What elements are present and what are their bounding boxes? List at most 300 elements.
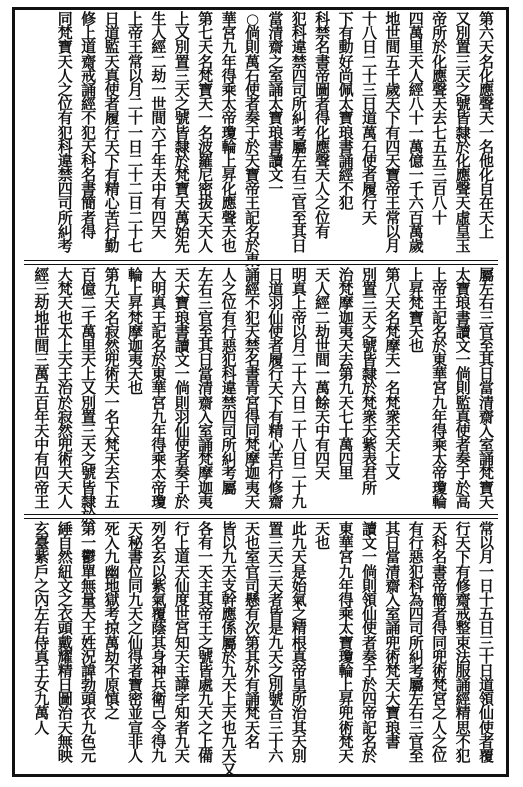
glyph: 者 xyxy=(268,590,284,609)
glyph: 東 xyxy=(432,351,448,370)
glyph: 日 xyxy=(385,534,401,553)
glyph: 又 xyxy=(385,464,401,483)
glyph: 一 xyxy=(198,548,214,567)
glyph: 日 xyxy=(361,38,377,57)
glyph: 紫 xyxy=(34,548,50,567)
glyph: 九 xyxy=(221,548,237,567)
glyph: 之 xyxy=(57,590,73,609)
glyph: 原 xyxy=(104,676,120,695)
glyph: 第 xyxy=(198,10,214,28)
glyph: 名 xyxy=(478,137,494,156)
glyph: 九 xyxy=(221,661,237,680)
glyph: 皆 xyxy=(361,351,377,370)
glyph: 天 xyxy=(315,464,331,483)
glyph: 一 xyxy=(174,365,190,384)
glyph: 書 xyxy=(338,137,354,156)
glyph: 違 xyxy=(221,379,237,398)
glyph: 書 xyxy=(81,180,97,199)
glyph: 文 xyxy=(268,166,284,185)
glyph: 有 xyxy=(338,24,354,43)
glyph: 應 xyxy=(221,194,237,213)
glyph: 有 xyxy=(34,450,50,469)
glyph: 清 xyxy=(268,24,284,43)
glyph: 衆 xyxy=(361,407,377,426)
glyph: 者 xyxy=(81,208,97,227)
glyph: 仙 xyxy=(361,605,377,624)
glyph: 一 xyxy=(81,534,97,553)
glyph: 寂 xyxy=(104,322,120,341)
glyph: 天 xyxy=(198,704,214,723)
glyph: 元 xyxy=(81,747,97,765)
glyph: 下 xyxy=(104,478,120,497)
glyph: 犯 xyxy=(455,747,471,765)
glyph: 王 xyxy=(34,492,50,511)
text-column xyxy=(149,268,168,512)
glyph: 拔 xyxy=(198,194,214,213)
glyph: 一 xyxy=(478,562,494,581)
glyph: 里 xyxy=(81,336,97,355)
glyph: 大 xyxy=(151,266,167,284)
text-column xyxy=(196,268,215,512)
text-column xyxy=(126,522,145,772)
lower-block xyxy=(26,520,496,780)
glyph: 摩 xyxy=(244,450,260,469)
glyph: 化 xyxy=(221,180,237,199)
glyph: 清 xyxy=(478,393,494,412)
glyph: 寶 xyxy=(174,180,190,199)
glyph: 有 xyxy=(408,520,424,538)
glyph: 于 xyxy=(361,661,377,680)
glyph: 則 xyxy=(174,393,190,412)
glyph: 好 xyxy=(338,52,354,71)
glyph: 億 xyxy=(408,151,424,170)
glyph: 天 xyxy=(385,151,401,170)
glyph: 梵 xyxy=(57,280,73,299)
glyph: 行 xyxy=(408,534,424,553)
glyph: 帝 xyxy=(244,180,260,199)
glyph: 仙 xyxy=(127,633,143,652)
glyph: 世 xyxy=(34,322,50,341)
glyph: 五 xyxy=(432,151,448,170)
glyph: 真 xyxy=(455,407,471,426)
glyph: 使 xyxy=(361,151,377,170)
glyph: 日 xyxy=(478,661,494,680)
glyph: 日 xyxy=(198,351,214,370)
glyph: 司 xyxy=(57,194,73,213)
glyph: 經 xyxy=(244,280,260,299)
glyph: 天 xyxy=(81,351,97,370)
glyph: 之 xyxy=(291,605,307,624)
glyph: 倘 xyxy=(361,562,377,581)
glyph: 百 xyxy=(34,393,50,412)
glyph: 化 xyxy=(315,123,331,142)
glyph: 奏 xyxy=(455,450,471,469)
glyph: 科 xyxy=(57,137,73,156)
glyph: 九 xyxy=(104,280,120,299)
glyph: 科 xyxy=(432,534,448,553)
glyph: 隸 xyxy=(81,492,97,511)
glyph: 天 xyxy=(81,605,97,624)
glyph: 位 xyxy=(57,95,73,114)
glyph: 左 xyxy=(198,266,214,284)
text-column xyxy=(383,12,402,258)
glyph: 誦 xyxy=(81,80,97,99)
glyph: 日 xyxy=(478,619,494,638)
glyph: 也 xyxy=(127,379,143,398)
glyph: 宮 xyxy=(432,379,448,398)
glyph: 於 xyxy=(221,647,237,666)
glyph: 書 xyxy=(244,365,260,384)
glyph: 又 xyxy=(81,379,97,398)
glyph: 五 xyxy=(478,605,494,624)
glyph: 使 xyxy=(268,322,284,341)
glyph: 同 xyxy=(244,421,260,440)
glyph: 也 xyxy=(244,534,260,553)
glyph: 十 xyxy=(338,421,354,440)
glyph: 別 xyxy=(268,676,284,695)
glyph: 下 xyxy=(455,548,471,567)
glyph: 密 xyxy=(127,690,143,709)
glyph: 於 xyxy=(432,38,448,57)
glyph: 太 xyxy=(57,322,73,341)
glyph: 宮 xyxy=(244,393,260,412)
glyph: 四 xyxy=(385,137,401,156)
glyph: 使 xyxy=(174,436,190,455)
glyph: 知 xyxy=(174,633,190,652)
text-column xyxy=(266,522,285,772)
glyph: 文 xyxy=(361,534,377,553)
glyph: 宣 xyxy=(127,718,143,737)
glyph: 慎 xyxy=(104,690,120,709)
glyph: 也 xyxy=(221,718,237,737)
glyph: 於 xyxy=(151,351,167,370)
glyph: 五 xyxy=(104,492,120,511)
glyph: 得 xyxy=(432,421,448,440)
glyph: 之 xyxy=(57,80,73,99)
glyph: 天 xyxy=(127,520,143,538)
glyph: 無 xyxy=(57,732,73,751)
glyph: 帝 xyxy=(127,24,143,43)
glyph: 天 xyxy=(198,208,214,227)
glyph: 去 xyxy=(104,464,120,483)
glyph: 百 xyxy=(408,208,424,227)
glyph: 兜 xyxy=(432,647,448,666)
glyph: 乘 xyxy=(151,450,167,469)
glyph: 上 xyxy=(57,336,73,355)
glyph: 記 xyxy=(432,308,448,327)
glyph: 五 xyxy=(34,379,50,398)
glyph: 六 xyxy=(478,24,494,43)
glyph: 應 xyxy=(478,80,494,99)
glyph: 己 xyxy=(151,704,167,723)
glyph: 惡 xyxy=(221,336,237,355)
glyph: 書 xyxy=(432,562,448,581)
glyph: 入 xyxy=(104,534,120,553)
glyph: 瓊 xyxy=(432,478,448,497)
glyph: 精 xyxy=(104,180,120,199)
glyph: 得 xyxy=(221,66,237,85)
glyph: 世 xyxy=(385,24,401,43)
glyph: 玄 xyxy=(151,548,167,567)
glyph: 司 xyxy=(221,421,237,440)
glyph: 羽 xyxy=(268,294,284,313)
glyph: 一 xyxy=(151,80,167,99)
text-column xyxy=(266,268,285,512)
glyph: 道 xyxy=(478,676,494,695)
glyph: 於 xyxy=(174,151,190,170)
glyph: 二 xyxy=(361,52,377,71)
glyph: 天 xyxy=(361,208,377,227)
glyph: 上 xyxy=(432,266,448,284)
glyph: 天 xyxy=(174,747,190,765)
glyph: 治 xyxy=(57,379,73,398)
glyph: 之 xyxy=(221,280,237,299)
glyph: 名 xyxy=(432,322,448,341)
glyph: 則 xyxy=(361,576,377,595)
glyph: 置 xyxy=(174,52,190,71)
glyph: 衣 xyxy=(81,704,97,723)
glyph: 四 xyxy=(315,450,331,469)
glyph: 天 xyxy=(174,266,190,284)
glyph: 經 xyxy=(408,80,424,99)
glyph: 支 xyxy=(221,576,237,595)
glyph: 有 xyxy=(104,166,120,185)
glyph: 年 xyxy=(34,407,50,426)
glyph: 夷 xyxy=(127,351,143,370)
glyph: 人 xyxy=(315,280,331,299)
glyph: 其 xyxy=(291,222,307,241)
glyph: 寶 xyxy=(338,633,354,652)
glyph: 日 xyxy=(127,194,143,213)
text-column xyxy=(383,268,402,512)
glyph: 石 xyxy=(244,66,260,85)
glyph: 波 xyxy=(198,137,214,156)
text-column xyxy=(383,522,402,772)
glyph: 女 xyxy=(34,676,50,695)
glyph: 人 xyxy=(127,747,143,765)
glyph: 九 xyxy=(104,548,120,567)
glyph: 六 xyxy=(291,379,307,398)
glyph: 上 xyxy=(127,280,143,299)
glyph: 根 xyxy=(291,633,307,652)
glyph: 梵 xyxy=(198,450,214,469)
glyph: 記 xyxy=(361,718,377,737)
glyph: 天 xyxy=(174,562,190,581)
glyph: 左 xyxy=(291,151,307,170)
glyph: 考 xyxy=(104,605,120,624)
glyph: 真 xyxy=(151,294,167,313)
glyph: 天 xyxy=(57,294,73,313)
text-column xyxy=(337,522,356,772)
glyph: 然 xyxy=(104,336,120,355)
glyph: 然 xyxy=(57,548,73,567)
glyph: 大 xyxy=(174,280,190,299)
glyph: 入 xyxy=(198,407,214,426)
glyph: 天 xyxy=(432,520,448,538)
glyph: 四 xyxy=(57,180,73,199)
text-column xyxy=(360,12,379,258)
glyph: 為 xyxy=(408,590,424,609)
glyph: 年 xyxy=(151,421,167,440)
glyph: 天 xyxy=(291,548,307,567)
glyph: 三 xyxy=(408,718,424,737)
glyph: 者 xyxy=(315,95,331,114)
glyph: 兜 xyxy=(385,633,401,652)
glyph: 間 xyxy=(315,351,331,370)
glyph: 其 xyxy=(385,520,401,538)
glyph: 不 xyxy=(104,661,120,680)
glyph: 行 xyxy=(361,194,377,213)
glyph: 王 xyxy=(198,619,214,638)
glyph: 地 xyxy=(104,576,120,595)
glyph: 得 xyxy=(338,590,354,609)
glyph: 以 xyxy=(291,322,307,341)
glyph: 上 xyxy=(291,294,307,313)
glyph: 右 xyxy=(478,294,494,313)
glyph: 三 xyxy=(361,294,377,313)
text-column xyxy=(266,12,285,258)
glyph: 大 xyxy=(385,690,401,709)
glyph: 二 xyxy=(127,180,143,199)
glyph: 百 xyxy=(81,266,97,284)
glyph: 二 xyxy=(291,351,307,370)
glyph: 天 xyxy=(104,137,120,156)
glyph: 明 xyxy=(151,280,167,299)
text-column xyxy=(196,12,215,258)
glyph: 天 xyxy=(361,421,377,440)
glyph: 四 xyxy=(408,605,424,624)
glyph: 先 xyxy=(174,237,190,255)
glyph: 使 xyxy=(244,80,260,99)
glyph: 之 xyxy=(315,194,331,213)
glyph: 之 xyxy=(432,732,448,751)
glyph: 于 xyxy=(174,478,190,497)
glyph: 太 xyxy=(151,464,167,483)
glyph: 各 xyxy=(198,520,214,538)
glyph: 所 xyxy=(291,690,307,709)
glyph: 大 xyxy=(57,266,73,284)
glyph: 名 xyxy=(81,166,97,185)
glyph: 使 xyxy=(478,718,494,737)
glyph: 夷 xyxy=(338,322,354,341)
glyph: 犯 xyxy=(408,562,424,581)
glyph: 以 xyxy=(221,534,237,553)
glyph: 右 xyxy=(34,619,50,638)
glyph: 梵 xyxy=(174,166,190,185)
glyph: 下 xyxy=(104,151,120,170)
glyph: 天 xyxy=(385,95,401,114)
glyph: 耀 xyxy=(57,647,73,666)
glyph: 高 xyxy=(455,492,471,511)
text-column xyxy=(290,268,309,512)
glyph: 寶 xyxy=(268,109,284,128)
glyph: 天 xyxy=(174,647,190,666)
glyph: 四 xyxy=(34,464,50,483)
glyph: 梵 xyxy=(104,436,120,455)
glyph: 天 xyxy=(57,351,73,370)
glyph: 術 xyxy=(432,661,448,680)
glyph: 號 xyxy=(174,109,190,128)
glyph: 八 xyxy=(432,194,448,213)
glyph: 並 xyxy=(127,704,143,723)
text-column xyxy=(220,12,239,258)
glyph: 華 xyxy=(432,365,448,384)
glyph: 三 xyxy=(268,534,284,553)
glyph: 第 xyxy=(385,266,401,284)
glyph: 於 xyxy=(432,336,448,355)
glyph: 上 xyxy=(338,676,354,695)
glyph: 宮 xyxy=(221,24,237,43)
glyph: 諱 xyxy=(174,676,190,695)
glyph: 地 xyxy=(385,10,401,28)
glyph: 迦 xyxy=(198,478,214,497)
glyph: 苦 xyxy=(104,208,120,227)
glyph: 太 xyxy=(338,619,354,638)
glyph: 於 xyxy=(361,379,377,398)
glyph: 天 xyxy=(315,520,331,538)
glyph: 帝 xyxy=(315,66,331,85)
glyph: 自 xyxy=(478,180,494,199)
glyph: 是 xyxy=(291,562,307,581)
glyph: 名 xyxy=(198,52,214,71)
glyph: 羽 xyxy=(174,407,190,426)
glyph: 天 xyxy=(104,294,120,313)
glyph: 十 xyxy=(361,10,377,28)
glyph: 齋 xyxy=(455,590,471,609)
glyph: 二 xyxy=(291,464,307,483)
glyph: 一 xyxy=(315,365,331,384)
glyph: 四 xyxy=(291,66,307,85)
glyph: 名 xyxy=(478,52,494,71)
text-column xyxy=(103,268,122,512)
glyph: 位 xyxy=(315,208,331,227)
glyph: 琅 xyxy=(455,294,471,313)
glyph: 天 xyxy=(221,562,237,581)
glyph: 宮 xyxy=(338,548,354,567)
glyph: 於 xyxy=(57,393,73,412)
glyph: 王 xyxy=(244,194,260,213)
glyph: 領 xyxy=(361,590,377,609)
glyph: 五 xyxy=(432,137,448,156)
glyph: 又 xyxy=(455,10,471,28)
glyph: 天 xyxy=(104,450,120,469)
glyph: 十 xyxy=(408,109,424,128)
glyph: 動 xyxy=(338,38,354,57)
glyph: 化 xyxy=(432,52,448,71)
glyph: 糾 xyxy=(291,109,307,128)
glyph: 天 xyxy=(81,137,97,156)
glyph: 誦 xyxy=(244,690,260,709)
glyph: 以 xyxy=(478,534,494,553)
glyph: 之 xyxy=(198,718,214,737)
glyph: 所 xyxy=(361,478,377,497)
glyph: 犯 xyxy=(81,123,97,142)
glyph: 萬 xyxy=(174,208,190,227)
glyph: 名 xyxy=(244,351,260,370)
glyph: 得 xyxy=(315,109,331,128)
glyph: 天 xyxy=(221,222,237,241)
glyph: 十 xyxy=(478,590,494,609)
glyph: 八 xyxy=(291,436,307,455)
glyph: 地 xyxy=(34,308,50,327)
glyph: 心 xyxy=(268,436,284,455)
glyph: 王 xyxy=(81,619,97,638)
glyph: 置 xyxy=(81,407,97,426)
glyph: 書 xyxy=(315,52,331,71)
glyph: 梵 xyxy=(57,24,73,43)
glyph: 太 xyxy=(268,95,284,114)
glyph: 寶 xyxy=(408,308,424,327)
